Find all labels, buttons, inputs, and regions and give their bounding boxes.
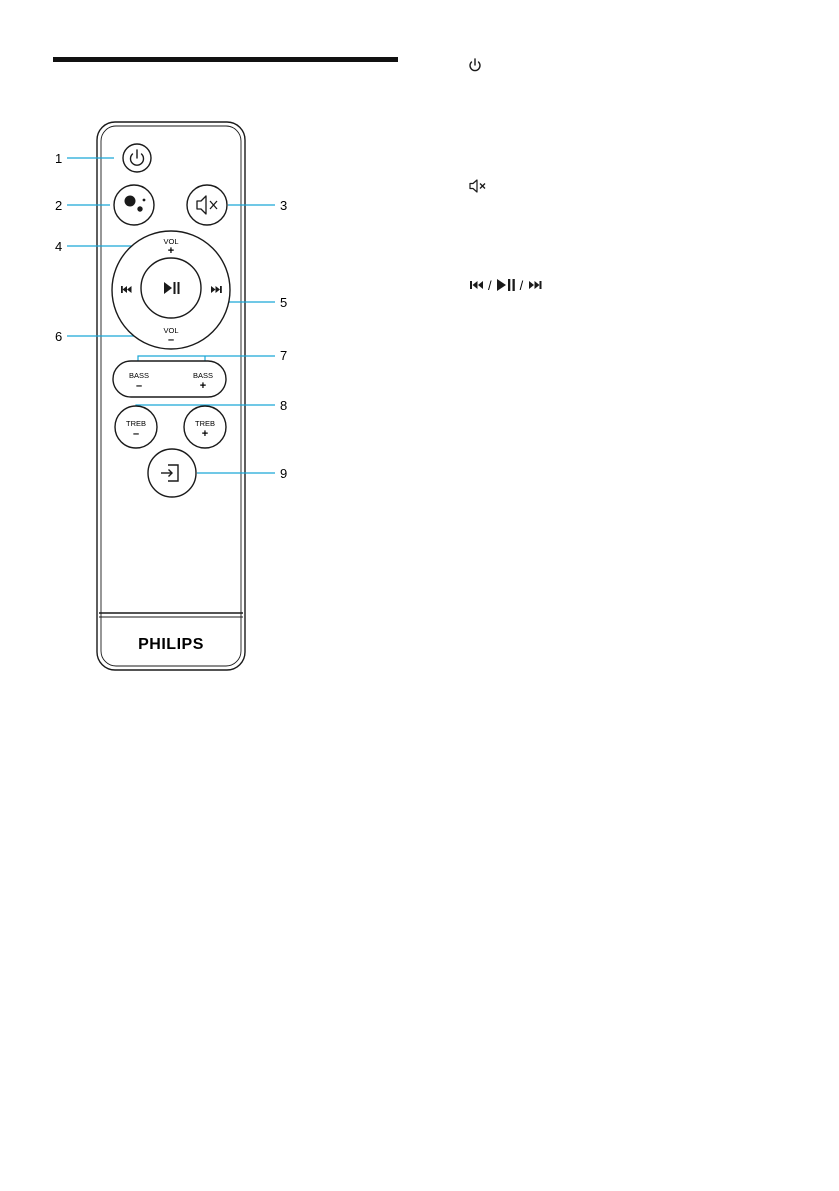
track-control-icons: [469, 275, 544, 295]
bass-up-button[interactable]: +: [199, 380, 207, 392]
callout-7: 7: [280, 348, 288, 363]
vol-up-button[interactable]: +: [167, 245, 175, 257]
bass-control: [113, 361, 226, 397]
treb-up-label: TREB: [194, 419, 216, 428]
bass-down-label: BASS: [128, 371, 150, 380]
mute-button[interactable]: [187, 185, 227, 225]
treble-up-button[interactable]: [184, 406, 226, 448]
callout-1: 1: [55, 151, 63, 166]
callout-8: 8: [280, 398, 288, 413]
treble-down-button[interactable]: [115, 406, 157, 448]
vol-down-label: VOL: [163, 326, 179, 335]
source-button[interactable]: [148, 449, 196, 497]
bass-up-label: BASS: [192, 371, 214, 380]
power-icon: [467, 57, 483, 73]
brand-logo: PHILIPS: [138, 636, 204, 653]
mute-icon: [468, 178, 488, 194]
callout-9: 9: [280, 466, 288, 481]
callout-6: 6: [55, 329, 63, 344]
vol-up-label: VOL: [163, 237, 179, 246]
treb-down-label: TREB: [125, 419, 147, 428]
previous-icon: [469, 279, 485, 291]
icon-separator: /: [488, 277, 492, 293]
callout-4: 4: [55, 239, 63, 254]
callout-3: 3: [280, 198, 288, 213]
vol-down-button[interactable]: –: [167, 334, 175, 346]
treb-up-sign: +: [201, 428, 209, 440]
volume-playback-ring: [112, 231, 230, 349]
callout-2: 2: [55, 198, 63, 213]
voice-assistant-button[interactable]: [114, 185, 154, 225]
icon-separator: /: [519, 277, 524, 293]
play-pause-button[interactable]: [141, 258, 201, 318]
callout-5: 5: [280, 295, 288, 310]
next-icon: [526, 279, 544, 291]
play-pause-icon: [495, 277, 517, 293]
bass-down-button[interactable]: –: [135, 380, 143, 392]
treb-down-sign: –: [132, 428, 140, 440]
power-button[interactable]: [123, 144, 151, 172]
